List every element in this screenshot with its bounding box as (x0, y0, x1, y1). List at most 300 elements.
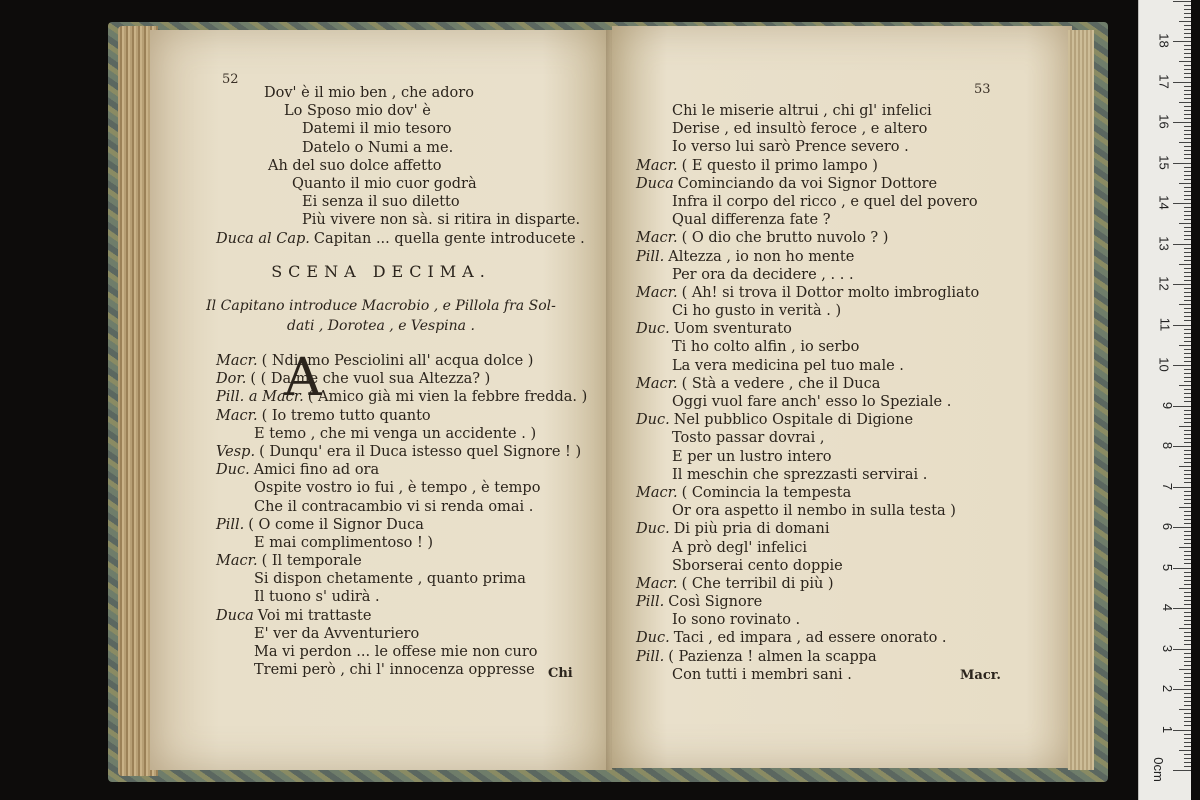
verse-line (216, 102, 585, 120)
verse-text: ( Ndiamo Pesciolini all' acqua dolce ) (261, 353, 534, 369)
verse-line (216, 643, 587, 661)
verse-line (216, 461, 587, 479)
ruler-tick (1184, 434, 1191, 435)
verse-text: ( Ah! si trova il Dottor molto imbrogliato (681, 284, 980, 301)
ruler-tick (1184, 762, 1191, 763)
ruler-tick (1173, 1, 1191, 2)
ruler-tick (1173, 689, 1191, 690)
ruler-tick (1179, 223, 1191, 224)
scene-subhead (170, 296, 592, 336)
ruler-tick (1184, 235, 1191, 236)
verse-line (636, 284, 979, 302)
left-catchword: Chi (548, 666, 573, 681)
speaker-name: Pill. a Macr. (216, 389, 304, 406)
verse-line (636, 484, 979, 502)
ruler-tick (1184, 397, 1191, 398)
ruler-tick (1184, 592, 1191, 593)
ruler-tick (1184, 45, 1191, 46)
ruler-tick (1184, 632, 1191, 633)
verse-text: Nel pubblico Ospitale di Digione (673, 412, 914, 429)
ruler-tick (1184, 118, 1191, 119)
ruler-tick (1184, 612, 1191, 613)
ruler-tick (1184, 138, 1191, 139)
ruler-label: 2 (1159, 684, 1175, 693)
ruler-tick (1184, 576, 1191, 577)
verse-text: Datelo o Numi a me. (302, 139, 454, 156)
verse-line (216, 607, 587, 625)
ruler-tick (1184, 292, 1191, 293)
ruler-label: 16 (1156, 114, 1172, 129)
ruler-tick (1184, 430, 1191, 431)
measuring-ruler (1138, 0, 1191, 800)
ruler-tick (1184, 442, 1191, 443)
ruler-tick (1184, 154, 1191, 155)
ruler-tick (1184, 721, 1191, 722)
verse-line (636, 611, 979, 629)
ruler-tick (1179, 588, 1191, 589)
ruler-tick (1184, 458, 1191, 459)
ruler-tick (1184, 531, 1191, 532)
ruler-label: 5 (1159, 563, 1175, 571)
ruler-tick (1184, 414, 1191, 415)
speaker-name: Pill. (216, 516, 245, 533)
verse-line (216, 534, 587, 552)
ruler-tick (1184, 77, 1191, 78)
ruler-tick (1184, 171, 1191, 172)
ruler-tick (1184, 572, 1191, 573)
speaker-name: Duc. (636, 630, 670, 647)
ruler-tick (1184, 276, 1191, 277)
ruler-tick (1184, 559, 1191, 560)
verse-line (216, 661, 587, 679)
ruler-label: 11 (1156, 317, 1172, 331)
ruler-tick (1173, 527, 1191, 528)
verse-text: Si dispon chetamente , quanto prima (254, 571, 526, 588)
ruler-tick (1184, 563, 1191, 564)
verse-text: ( Dunqu' era il Duca istesso quel Signore ! ) (259, 443, 582, 460)
ruler-tick (1173, 487, 1191, 488)
ruler-tick (1184, 657, 1191, 658)
verse-text: Ah del suo dolce affetto (268, 157, 442, 174)
ruler-tick (1184, 624, 1191, 625)
ruler-tick (1173, 284, 1191, 285)
verse-line (636, 138, 979, 156)
ruler-tick (1184, 90, 1191, 91)
verse-text: E mai complimentoso ! ) (254, 534, 434, 551)
verse-text: Dov' è il mio ben , che adoro (264, 85, 474, 101)
ruler-tick (1184, 462, 1191, 463)
ruler-tick (1184, 474, 1191, 475)
ruler-tick (1184, 280, 1191, 281)
verse-text: Per ora da decidere , . . . (672, 266, 854, 283)
left-page (150, 30, 612, 770)
ruler-tick (1184, 600, 1191, 601)
ruler-tick (1173, 446, 1191, 447)
ruler-tick (1179, 709, 1191, 710)
ruler-label: 13 (1156, 235, 1172, 251)
ruler-label: 0cm (1151, 757, 1167, 782)
ruler-tick (1184, 65, 1191, 66)
speaker-name: Duca al Cap. (216, 230, 310, 247)
ruler-tick (1184, 438, 1191, 439)
verse-text: ( O dio che brutto nuvolo ? ) (681, 230, 889, 247)
verse-text: Or ora aspetto il nembo in sulla testa ) (672, 503, 956, 520)
verse-text: Cominciando da voi Signor Dottore (677, 175, 938, 192)
ruler-tick (1184, 705, 1191, 706)
verse-line (636, 102, 979, 120)
ruler-tick (1184, 410, 1191, 411)
verse-line (216, 370, 587, 388)
ruler-tick (1184, 636, 1191, 637)
verse-line (636, 502, 979, 520)
verse-text: ( Io tremo tutto quanto (261, 407, 431, 424)
ruler-tick (1184, 478, 1191, 479)
speaker-name: Pill. (636, 248, 665, 265)
ruler-tick (1184, 73, 1191, 74)
ruler-tick (1184, 515, 1191, 516)
ruler-tick (1184, 316, 1191, 317)
ruler-tick (1184, 215, 1191, 216)
speaker-name: Dor. (216, 371, 247, 388)
verse-line (216, 230, 585, 248)
verse-text: Io verso lui sarò Prence severo . (672, 139, 909, 156)
ruler-tick (1184, 535, 1191, 536)
verse-line (636, 593, 979, 611)
verse-text: Sborserai cento doppie (672, 557, 843, 574)
ruler-tick (1184, 175, 1191, 176)
ruler-tick (1184, 681, 1191, 682)
verse-line (216, 425, 587, 443)
ruler-tick (1184, 640, 1191, 641)
verse-text: Chi le miserie altrui , chi gl' infelici (672, 103, 932, 119)
ruler-tick (1184, 106, 1191, 107)
ruler-label: 8 (1159, 441, 1175, 450)
ruler-tick (1184, 114, 1191, 115)
ruler-label: 4 (1159, 603, 1175, 612)
speaker-name: Vesp. (216, 443, 256, 460)
ruler-tick (1184, 167, 1191, 168)
verse-line (216, 516, 587, 534)
verse-text: E per un lustro intero (672, 448, 832, 465)
verse-text: Io sono rovinato . (672, 612, 801, 629)
ruler-tick (1184, 738, 1191, 739)
ruler-tick (1184, 300, 1191, 301)
verse-text: ( O come il Signor Duca (248, 516, 424, 533)
ruler-tick (1184, 470, 1191, 471)
verse-line (636, 629, 979, 647)
ruler-tick (1184, 450, 1191, 451)
ruler-tick (1184, 551, 1191, 552)
verse-line (216, 175, 585, 193)
ruler-tick (1184, 620, 1191, 621)
ruler-tick (1184, 86, 1191, 87)
ruler-tick (1173, 41, 1191, 42)
ruler-tick (1184, 596, 1191, 597)
ruler-tick (1179, 21, 1191, 22)
ruler-tick (1184, 377, 1191, 378)
ruler-tick (1179, 304, 1191, 305)
ruler-tick (1173, 203, 1191, 204)
verse-line (636, 648, 979, 666)
ruler-tick (1184, 134, 1191, 135)
ruler-tick (1173, 406, 1191, 407)
ruler-tick (1184, 130, 1191, 131)
verse-text: Taci , ed impara , ad essere onorato . (673, 630, 947, 647)
verse-line (636, 575, 979, 593)
left-scene-lines (216, 348, 588, 679)
verse-text: Così Signore (668, 594, 763, 611)
ruler-tick (1184, 491, 1191, 492)
ruler-tick (1184, 697, 1191, 698)
verse-text: Voi mi trattaste (257, 607, 372, 624)
ruler-tick (1184, 519, 1191, 520)
ruler-tick (1184, 418, 1191, 419)
verse-line (216, 352, 587, 370)
ruler-tick (1184, 341, 1191, 342)
ruler-tick (1184, 543, 1191, 544)
ruler-tick (1184, 252, 1191, 253)
verse-text: Con tutti i membri sani . (672, 666, 852, 683)
verse-text: Ei senza il suo diletto (302, 194, 460, 211)
ruler-tick (1184, 248, 1191, 249)
ruler-tick (1173, 163, 1191, 164)
left-page-number: 52 (222, 72, 239, 87)
ruler-tick (1184, 179, 1191, 180)
verse-line (636, 248, 979, 266)
ruler-tick (1184, 693, 1191, 694)
ruler-tick (1179, 669, 1191, 670)
ruler-tick (1184, 495, 1191, 496)
verse-line (636, 266, 979, 284)
ruler-tick (1184, 191, 1191, 192)
ruler-tick (1184, 110, 1191, 111)
verse-text: ( ( Da me che vuol sua Altezza? ) (250, 371, 491, 388)
speaker-name: Pill. (636, 594, 665, 611)
ruler-tick (1184, 754, 1191, 755)
ruler-tick (1179, 142, 1191, 143)
ruler-tick (1184, 393, 1191, 394)
verse-line (636, 520, 979, 538)
ruler-tick (1184, 665, 1191, 666)
ruler-tick (1184, 713, 1191, 714)
ruler-tick (1184, 94, 1191, 95)
ruler-label: 3 (1159, 644, 1175, 652)
ruler-tick (1184, 57, 1191, 58)
ruler-tick (1173, 568, 1191, 569)
speaker-name: Macr. (216, 353, 258, 369)
ruler-label: 14 (1156, 195, 1172, 210)
ruler-tick (1184, 584, 1191, 585)
ruler-tick (1184, 349, 1191, 350)
ruler-tick (1184, 482, 1191, 483)
verse-line (636, 375, 979, 393)
ruler-tick (1173, 770, 1191, 771)
ruler-tick (1179, 507, 1191, 508)
speaker-name: Macr. (636, 575, 678, 592)
ruler-tick (1184, 146, 1191, 147)
verse-line (636, 666, 979, 684)
verse-line (216, 570, 587, 588)
ruler-tick (1173, 325, 1191, 326)
ruler-label: 12 (1156, 276, 1172, 291)
verse-text: Derise , ed insultò feroce , e altero (672, 121, 928, 138)
ruler-tick (1184, 195, 1191, 196)
ruler-tick (1184, 126, 1191, 127)
ruler-tick (1184, 320, 1191, 321)
ruler-tick (1184, 53, 1191, 54)
verse-text: Oggi vuol fare anch' esso lo Speziale . (672, 394, 952, 410)
verse-text: Lo Sposo mio dov' è (284, 103, 431, 120)
verse-line (636, 539, 979, 557)
verse-text: ( Stà a vedere , che il Duca (681, 375, 881, 392)
verse-text: Qual differenza fate ? (672, 212, 831, 229)
ruler-tick (1184, 673, 1191, 674)
verse-line (636, 302, 979, 320)
verse-text: Datemi il mio tesoro (302, 121, 452, 138)
ruler-tick (1184, 653, 1191, 654)
ruler-tick (1184, 5, 1191, 6)
ruler-tick (1184, 661, 1191, 662)
ruler-tick (1184, 17, 1191, 18)
ruler-tick (1184, 69, 1191, 70)
ruler-tick (1179, 183, 1191, 184)
verse-line (636, 175, 979, 193)
ruler-tick (1184, 199, 1191, 200)
ruler-tick (1184, 37, 1191, 38)
ruler-tick (1184, 333, 1191, 334)
verse-text: Infra il corpo del ricco , e quel del povero (672, 193, 978, 210)
ruler-tick (1184, 256, 1191, 257)
verse-text: Che il contracambio vi si renda omai . (254, 498, 534, 515)
verse-text: Tremi però , chi l' innocenza oppresse (254, 662, 535, 679)
verse-line (636, 429, 979, 447)
ruler-tick (1184, 381, 1191, 382)
ruler-tick (1184, 644, 1191, 645)
ruler-tick (1184, 677, 1191, 678)
verse-line (216, 120, 585, 138)
verse-line (216, 84, 585, 102)
left-top-verse (216, 84, 585, 248)
ruler-tick (1184, 742, 1191, 743)
ruler-tick (1184, 268, 1191, 269)
ruler-tick (1184, 555, 1191, 556)
ruler-tick (1184, 539, 1191, 540)
ruler-tick (1184, 231, 1191, 232)
verse-text: ( Amico già mi vien la febbre fredda. ) (307, 389, 588, 406)
verse-line (216, 157, 585, 175)
speaker-name: Pill. (636, 648, 665, 665)
verse-text: Ospite vostro io fui , è tempo , è tempo (254, 480, 541, 497)
ruler-tick (1184, 369, 1191, 370)
ruler-tick (1184, 207, 1191, 208)
verse-line (216, 479, 587, 497)
scene-subhead-line-2: dati , Dorotea , e Vespina . (287, 318, 475, 334)
verse-text: Il meschin che sprezzasti servirai . (672, 466, 928, 483)
verse-text: Tosto passar dovrai , (672, 430, 825, 447)
verse-text: Più vivere non sà. si ritira in disparte. (302, 212, 581, 229)
verse-line (216, 407, 587, 425)
ruler-tick (1184, 288, 1191, 289)
ruler-tick (1184, 746, 1191, 747)
scene-heading: SCENA DECIMA. (271, 262, 491, 281)
ruler-tick (1179, 264, 1191, 265)
verse-text: La vera medicina pel tuo male . (672, 357, 904, 374)
verse-line (636, 320, 979, 338)
verse-line (216, 139, 585, 157)
ruler-tick (1184, 150, 1191, 151)
verse-line (216, 588, 587, 606)
ruler-tick (1179, 628, 1191, 629)
verse-text: Altezza , io non ho mente (668, 248, 855, 265)
verse-text: ( Comincia la tempesta (681, 484, 852, 501)
verse-line (216, 625, 587, 643)
speaker-name: Duc. (216, 462, 250, 479)
speaker-name: Macr. (636, 284, 678, 301)
ruler-tick (1184, 734, 1191, 735)
verse-text: A prò degl' infelici (672, 539, 807, 556)
verse-text: E' ver da Avventuriero (254, 625, 420, 642)
verse-text: ( Il temporale (261, 553, 362, 570)
ruler-label: 18 (1156, 33, 1172, 48)
verse-line (636, 393, 979, 411)
ruler-label: 1 (1159, 725, 1175, 733)
ruler-tick (1173, 649, 1191, 650)
ruler-tick (1184, 766, 1191, 767)
right-catchword: Macr. (960, 668, 1001, 683)
verse-text: Ma vi perdon ... le offese mie non curo (254, 644, 538, 660)
ruler-label: 17 (1156, 73, 1172, 89)
verse-text: Capitan ... quella gente introducete . (313, 230, 585, 247)
verse-line (216, 552, 587, 570)
ruler-tick (1179, 426, 1191, 427)
ruler-tick (1179, 750, 1191, 751)
speaker-name: Duca (636, 175, 674, 192)
verse-line (636, 448, 979, 466)
ruler-tick (1179, 102, 1191, 103)
verse-line (216, 193, 585, 211)
verse-line (636, 193, 979, 211)
verse-line (636, 229, 979, 247)
verse-text: Di più pria di domani (673, 521, 830, 538)
verse-line (636, 120, 979, 138)
verse-text: E temo , che mi venga un accidente . ) (254, 425, 537, 442)
ruler-tick (1184, 98, 1191, 99)
speaker-name: Duc. (636, 412, 670, 429)
ruler-tick (1184, 701, 1191, 702)
verse-text: ( Pazienza ! almen la scappa (668, 648, 877, 665)
speaker-name: Macr. (636, 157, 678, 174)
speaker-name: Macr. (636, 484, 678, 501)
right-lines (636, 102, 979, 684)
verse-text: Amici fino ad ora (253, 462, 380, 479)
ruler-tick (1173, 365, 1191, 366)
ruler-tick (1184, 260, 1191, 261)
ruler-tick (1184, 580, 1191, 581)
speaker-name: Macr. (636, 230, 678, 247)
ruler-label: 9 (1159, 401, 1175, 409)
verse-text: Ti ho colto alfin , io serbo (672, 339, 860, 356)
verse-line (216, 443, 587, 461)
ruler-tick (1184, 523, 1191, 524)
ruler-tick (1179, 61, 1191, 62)
verse-line (636, 411, 979, 429)
ruler-tick (1173, 730, 1191, 731)
ruler-tick (1184, 685, 1191, 686)
ruler-tick (1184, 329, 1191, 330)
ruler-tick (1173, 122, 1191, 123)
ruler-tick (1184, 29, 1191, 30)
verse-text: Il tuono s' udirà . (254, 589, 380, 606)
